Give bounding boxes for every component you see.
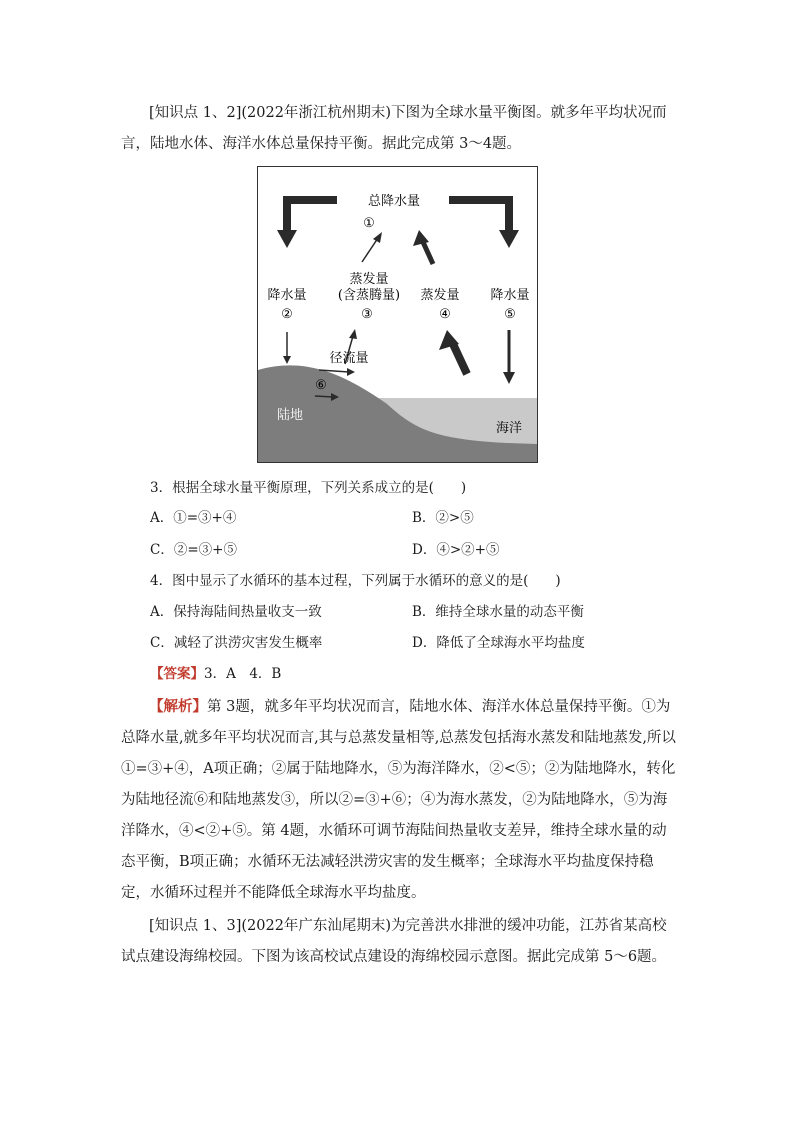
- n4-label: ④: [439, 307, 451, 322]
- runoff-arrow-2: [315, 396, 333, 397]
- q3-option-c: C．②=③+⑤: [150, 542, 237, 558]
- precip-sea-label: 降水量: [490, 288, 530, 303]
- analysis-paragraph: [121, 691, 677, 909]
- evap-land-label-1: 蒸发量: [349, 272, 389, 287]
- water-balance-diagram: [257, 166, 538, 463]
- q4-option-d: D．降低了全球海水平均盐度: [412, 635, 585, 651]
- q4-option-b: B．维持全球水量的动态平衡: [412, 604, 584, 620]
- runoff-label: 径流量: [329, 351, 369, 366]
- n2-label: ②: [281, 307, 293, 322]
- ocean-label: 海洋: [495, 421, 523, 436]
- q3-option-b: B．②>⑤: [412, 510, 474, 526]
- intro-paragraph-2: [知识点 1、3](2022年广东汕尾期末)为完善洪水排泄的缓冲功能，江苏省某高校试点建设海绵校园。下图为该高校试点建设的海绵校园示意图。据此完成第 5～6题。: [121, 918, 667, 965]
- q4-option-c: C．减轻了洪涝灾害发生概率: [150, 635, 323, 651]
- precip-land-label: 降水量: [267, 288, 307, 303]
- q3-option-a: A．①=③+④: [150, 510, 237, 526]
- evap-sea-label: 蒸发量: [420, 288, 460, 303]
- evap-land-label-2: (含蒸腾量): [337, 288, 401, 303]
- water-balance-figure: [257, 166, 538, 463]
- answer-text: 3．A 4．B: [204, 666, 282, 682]
- analysis-text: 第 3题，就多年平均状况而言，陆地水体、海洋水体总量保持平衡。①为总降水量,就多年平均状况而言,其与总蒸发量相等,总蒸发包括海水蒸发和陆地蒸发,所以①=③+④，A项正确；②属于陆地降水，⑤为海洋降水，②<⑤；②为陆地降水，转化为陆地径流⑥和陆地蒸发③，所以②=③+⑥；④为海水蒸发，②为陆地降水，⑤为海洋降水，④<②+⑤。第 4题，水循环可调节海陆间热量收支差异，维持全球水量的动态平衡，B项正确；水循环无法减轻洪涝灾害的发生概率；全球海水平均盐度保持稳定，水循环过程并不能降低全球海水平均盐度。: [121, 699, 676, 901]
- n5-label: ⑤: [504, 307, 516, 322]
- q3-option-d: D．④>②+⑤: [412, 542, 500, 558]
- n1-label: ①: [363, 216, 375, 231]
- analysis-tag: 【解析】: [149, 698, 207, 715]
- q3-stem: 3．根据全球水量平衡原理，下列关系成立的是( ): [150, 480, 467, 496]
- answer-line: [150, 662, 281, 682]
- n3-label: ③: [361, 307, 373, 322]
- intro-paragraph-1: [知识点 1、2](2022年浙江杭州期末)下图为全球水量平衡图。就多年平均状况而言，陆地水体、海洋水体总量保持平衡。据此完成第 3～4题。: [121, 105, 667, 152]
- n6-label: ⑥: [315, 378, 327, 393]
- answer-tag: 【答案】: [150, 666, 204, 682]
- total-precip-label: 总降水量: [367, 194, 421, 209]
- q4-stem: 4．图中显示了水循环的基本过程，下列属于水循环的意义的是( ): [150, 573, 561, 589]
- land-label: 陆地: [276, 408, 304, 423]
- q4-option-a: A．保持海陆间热量收支一致: [150, 604, 322, 620]
